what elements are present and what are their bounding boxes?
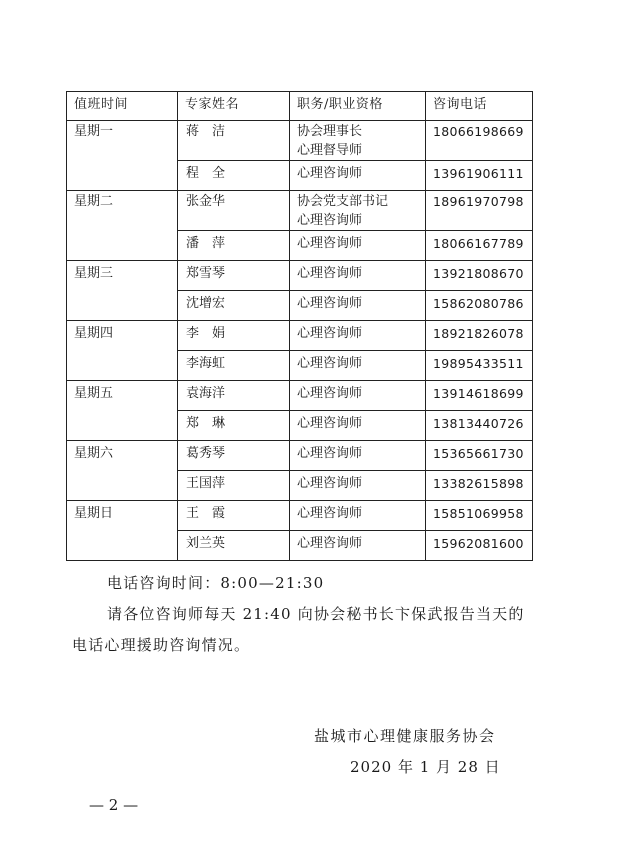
expert-role-cell: [290, 471, 426, 501]
expert-role-cell: [290, 531, 426, 561]
expert-name-cell: 蒋 洁: [178, 121, 290, 161]
role-line: 心理咨询师: [297, 476, 363, 491]
role-line: 心理咨询师: [297, 326, 363, 341]
expert-phone-cell: 18066167789: [426, 231, 533, 261]
expert-name-cell: 李 娟: [178, 321, 290, 351]
expert-role-cell: [290, 161, 426, 191]
signature-organization: 盐城市心理健康服务协会: [314, 727, 496, 745]
header-expert-name: 专家姓名: [178, 92, 290, 121]
expert-phone-cell: 15851069958: [426, 501, 533, 531]
expert-name-cell: 袁海洋: [178, 381, 290, 411]
table-row: [67, 321, 533, 351]
expert-phone-cell: 13914618699: [426, 381, 533, 411]
expert-phone-cell: 18961970798: [426, 191, 533, 231]
expert-phone-cell: 13921808670: [426, 261, 533, 291]
expert-role-cell: [290, 351, 426, 381]
header-duty-time: 值班时间: [67, 92, 178, 121]
expert-role-cell: [290, 501, 426, 531]
expert-phone-cell: 15862080786: [426, 291, 533, 321]
expert-phone-cell: 15365661730: [426, 441, 533, 471]
expert-role-cell: [290, 261, 426, 291]
expert-phone-cell: 13813440726: [426, 411, 533, 441]
expert-name-cell: 李海虹: [178, 351, 290, 381]
duty-schedule-table: [66, 91, 533, 561]
header-row: [67, 92, 533, 121]
page-number: — 2 —: [89, 796, 139, 814]
role-line: 协会理事长: [297, 124, 363, 139]
expert-name-cell: 刘兰英: [178, 531, 290, 561]
expert-role-cell: [290, 291, 426, 321]
role-line: 心理咨询师: [297, 416, 363, 431]
expert-name-cell: 程 全: [178, 161, 290, 191]
expert-role-cell: [290, 411, 426, 441]
table-row: [67, 261, 533, 291]
role-line: 心理咨询师: [297, 386, 363, 401]
expert-name-cell: 潘 萍: [178, 231, 290, 261]
role-line: 心理咨询师: [297, 266, 363, 281]
header-position: 职务/职业资格: [290, 92, 426, 121]
expert-name-cell: 郑 琳: [178, 411, 290, 441]
role-line: 协会党支部书记: [297, 194, 389, 209]
report-instruction-line-2: 电话心理援助咨询情况。: [72, 636, 251, 654]
table-row: [67, 381, 533, 411]
duty-day-cell: 星期六: [67, 441, 178, 501]
duty-day-cell: 星期日: [67, 501, 178, 561]
role-line: 心理咨询师: [297, 536, 363, 551]
role-line: 心理咨询师: [297, 213, 363, 228]
expert-name-cell: 张金华: [178, 191, 290, 231]
signature-date: 2020 年 1 月 28 日: [350, 758, 501, 776]
expert-phone-cell: 18921826078: [426, 321, 533, 351]
table-row: [67, 501, 533, 531]
expert-role-cell: [290, 321, 426, 351]
role-line: 心理咨询师: [297, 506, 363, 521]
expert-role-cell: [290, 381, 426, 411]
expert-phone-cell: 13382615898: [426, 471, 533, 501]
expert-phone-cell: 13961906111: [426, 161, 533, 191]
duty-day-cell: 星期五: [67, 381, 178, 441]
role-line: 心理咨询师: [297, 356, 363, 371]
expert-name-cell: 郑雪琴: [178, 261, 290, 291]
duty-day-cell: 星期三: [67, 261, 178, 321]
expert-phone-cell: 15962081600: [426, 531, 533, 561]
expert-phone-cell: 19895433511: [426, 351, 533, 381]
duty-day-cell: 星期四: [67, 321, 178, 381]
expert-role-cell: [290, 231, 426, 261]
duty-day-cell: 星期二: [67, 191, 178, 261]
table-body: [67, 121, 533, 561]
expert-role-cell: [290, 121, 426, 161]
header-phone: 咨询电话: [426, 92, 533, 121]
expert-role-cell: [290, 191, 426, 231]
expert-name-cell: 葛秀琴: [178, 441, 290, 471]
consult-hours-note: 电话咨询时间：8:00—21:30: [107, 574, 325, 592]
role-line: 心理咨询师: [297, 296, 363, 311]
expert-name-cell: 沈增宏: [178, 291, 290, 321]
expert-name-cell: 王 霞: [178, 501, 290, 531]
table-row: [67, 191, 533, 231]
role-line: 心理咨询师: [297, 446, 363, 461]
role-line: 心理督导师: [297, 143, 363, 158]
expert-phone-cell: 18066198669: [426, 121, 533, 161]
table-row: [67, 441, 533, 471]
table-header: [67, 92, 533, 121]
expert-role-cell: [290, 441, 426, 471]
duty-day-cell: 星期一: [67, 121, 178, 191]
table-row: [67, 121, 533, 161]
role-line: 心理咨询师: [297, 236, 363, 251]
role-line: 心理咨询师: [297, 166, 363, 181]
report-instruction-line-1: 请各位咨询师每天 21:40 向协会秘书长卞保武报告当天的: [107, 605, 525, 623]
expert-name-cell: 王国萍: [178, 471, 290, 501]
